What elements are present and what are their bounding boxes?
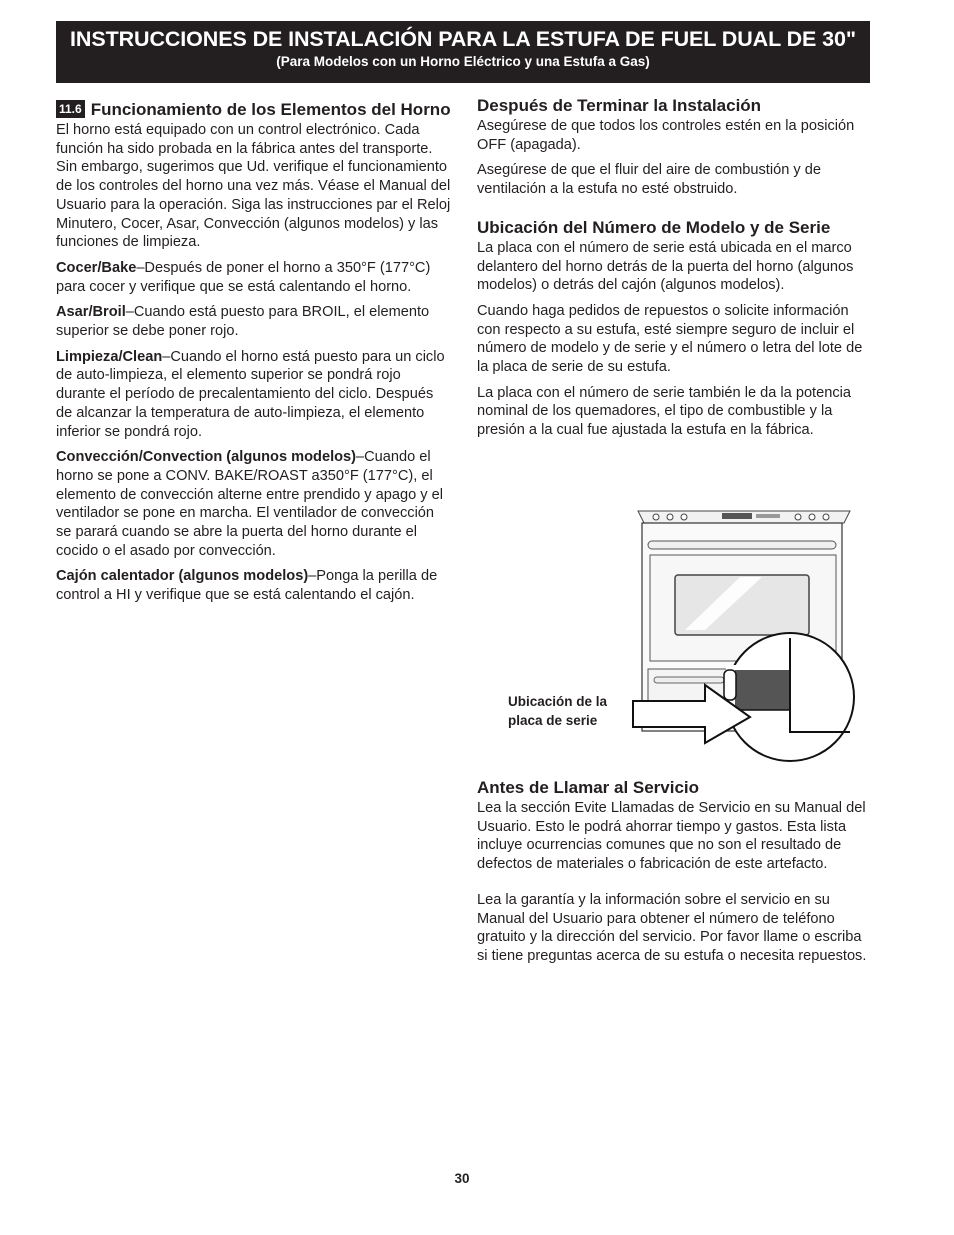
- section-heading-oven-elements: [56, 99, 452, 121]
- service-paragraph-2: Lea la garantía y la información sobre el servicio en su Manual del Usuario para obtener el número de teléfono gratuito y la dirección del servicio. Por favor llame o escriba si tiene preguntas acerca de su estufa o necesita repuestos.: [477, 891, 867, 964]
- right-column: [477, 95, 872, 447]
- serial-plate-callout: Ubicación de la placa de serie: [508, 694, 608, 728]
- item-bake: [56, 259, 452, 296]
- item-text: –Cuando está puesto para BROIL, el elemento superior se debe poner rojo.: [56, 304, 430, 340]
- item-term: Convección/Convection (algunos modelos): [56, 449, 357, 466]
- serial-paragraph-2: Cuando haga pedidos de repuestos o solicite información con respecto a su estufa, esté siempre seguro de incluir el número de modelo y de serie y el número o letra del lote de la placa de serie de su estufa.: [477, 302, 863, 376]
- page-title: INSTRUCCIONES DE INSTALACIÓN PARA LA ESTUFA DE FUEL DUAL DE 30": [70, 27, 856, 51]
- item-warming-drawer: [56, 567, 452, 604]
- section-number-badge: 11.6: [56, 100, 85, 118]
- item-text: –Después de poner el horno a 350°F (177°C) para cocer y verifique que se está calentando el horno.: [56, 259, 431, 295]
- service-paragraph-1: Lea la sección Evite Llamadas de Servicio en su Manual del Usuario. Esto le podrá ahorrar tiempo y gastos. Esta lista incluye ocurrencias comunes que no son el resultado de defectos de materiales o fabricación de este artefacto.: [477, 800, 866, 873]
- after-install-heading: Después de Terminar la Instalación: [477, 96, 762, 115]
- page-header: [56, 21, 870, 83]
- page-number: 30: [454, 1171, 470, 1186]
- service-section: [477, 777, 872, 973]
- range-serial-plate-illustration: [500, 505, 860, 777]
- item-text: –Ponga la perilla de control a HI y verifique que se está calentando el cajón.: [56, 568, 438, 604]
- item-convection: [56, 448, 452, 560]
- item-term: Cocer/Bake: [56, 259, 137, 276]
- after-install-paragraph-1: Asegúrese de que todos los controles estén en la posición OFF (apagada).: [477, 118, 855, 153]
- serial-paragraph-1: La placa con el número de serie está ubicada en el marco delantero del horno detrás de la puerta del horno (algunos modelos) o detrás del cajón (algunos modelos).: [477, 239, 854, 294]
- item-term: Limpieza/Clean: [56, 348, 163, 365]
- item-broil: [56, 303, 452, 340]
- item-term: Cajón calentador (algunos modelos): [56, 568, 309, 585]
- item-text: –Cuando el horno está puesto para un ciclo de auto-limpieza, el elemento superior se pondrá rojo durante el período de precalentamiento del ciclo. Después de alcanzar la temperatura de auto-limpieza, el elemento inferior se pondrá rojo.: [56, 348, 445, 440]
- item-clean: [56, 348, 452, 442]
- item-text: –Cuando el horno se pone a CONV. BAKE/ROAST a350°F (177°C), el elemento de convección alterne entre prendido y apago y el ventilador se pone en marcha. El ventilador de convección se parará cuando se abre la puerta del horno durante el cocido o el asado por convección.: [56, 449, 443, 559]
- intro-paragraph: El horno está equipado con un control electrónico. Cada función ha sido probada en la fábrica antes del transporte. Sin embargo, sugerimos que Ud. verifique el funcionamiento de los controles del horno una vez más. Véase el Manual del Usuario para la operación. Siga las instrucciones par el Reloj Minutero, Cocer, Asar, Convección (algunos modelos) y las funciones de limpieza.: [56, 122, 451, 251]
- item-term: Asar/Broil: [56, 304, 126, 321]
- left-column: [56, 99, 452, 612]
- section-title: Funcionamiento de los Elementos del Horno: [90, 100, 451, 119]
- page-subtitle: (Para Modelos con un Horno Eléctrico y una Estufa a Gas): [276, 54, 650, 69]
- serial-paragraph-3: La placa con el número de serie también le da la potencia nominal de los quemadores, el tipo de combustible y la presión a la cual fue ajustada la estufa en la fábrica.: [477, 384, 852, 439]
- service-heading: Antes de Llamar al Servicio: [477, 778, 700, 797]
- serial-location-heading: Ubicación del Número de Modelo y de Serie: [477, 217, 831, 237]
- after-install-paragraph-2: Asegúrese de que el fluir del aire de combustión y de ventilación a la estufa no esté obstruido.: [477, 162, 821, 198]
